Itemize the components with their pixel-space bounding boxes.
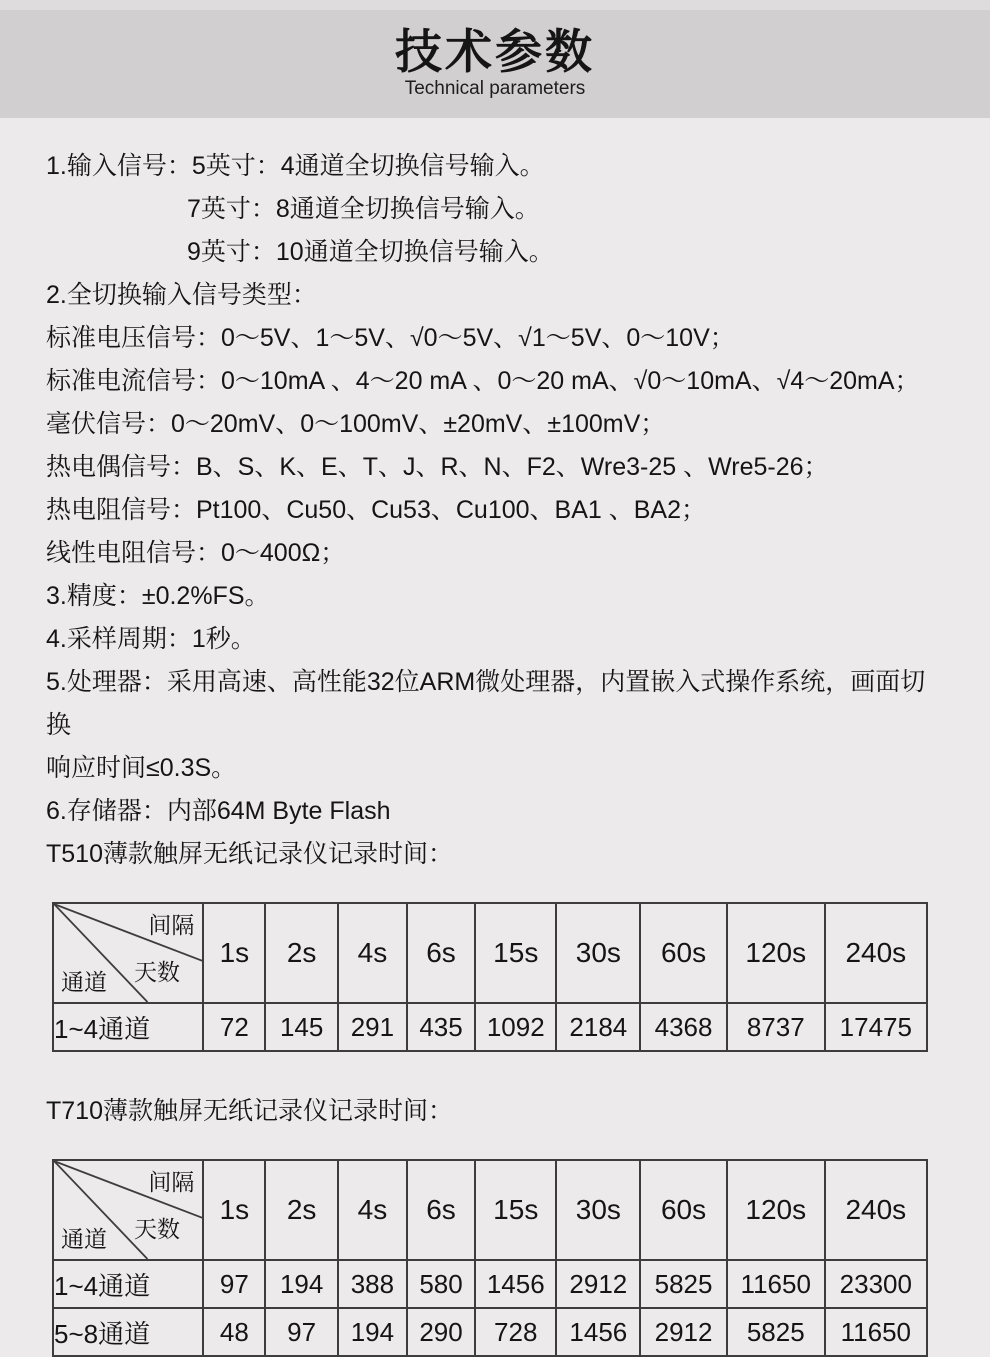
content [0, 118, 990, 1357]
value-cell: 580 [407, 1260, 475, 1308]
value-cell: 17475 [825, 1003, 927, 1051]
spec-line-millivolt: 毫伏信号：0～20mV、0～100mV、±20mV、±100mV； [46, 410, 666, 438]
row-label: 1~4通道 [53, 1260, 203, 1308]
column-header: 240s [825, 903, 927, 1003]
spec-line-input-signal: 1.输入信号：5英寸：4通道全切换信号输入。 [46, 152, 545, 180]
t510-section [46, 833, 946, 1052]
value-cell: 728 [475, 1308, 556, 1356]
t710-record-time-table [52, 1159, 928, 1357]
row-label: 1~4通道 [53, 1003, 203, 1051]
top-strip [0, 0, 990, 10]
t710-table-caption: T710薄款触屏无纸记录仪记录时间： [46, 1097, 453, 1125]
spec-line-signal-types: 2.全切换输入信号类型： [46, 281, 317, 309]
table-corner-cell [53, 903, 203, 1003]
column-header: 6s [407, 1160, 475, 1260]
t710-section [46, 1090, 946, 1357]
value-cell: 8737 [727, 1003, 825, 1051]
column-header: 15s [475, 1160, 556, 1260]
corner-label-days: 天数 [134, 1216, 180, 1242]
value-cell: 23300 [825, 1260, 927, 1308]
table-row [53, 1260, 927, 1308]
spec-line-linear-resistance: 线性电阻信号：0～400Ω； [46, 539, 346, 567]
column-header: 30s [556, 903, 640, 1003]
spec-line-rtd: 热电阻信号：Pt100、Cu50、Cu53、Cu100、BA1 、BA2； [46, 496, 706, 524]
column-header: 2s [265, 903, 338, 1003]
value-cell: 1092 [475, 1003, 556, 1051]
title-banner [0, 10, 990, 118]
spec-line-response-time: 响应时间≤0.3S。 [46, 754, 237, 782]
value-cell: 72 [203, 1003, 265, 1051]
spec-line-processor: 5.处理器：采用高速、高性能32位ARM微处理器，内置嵌入式操作系统，画面切换 [46, 668, 926, 739]
value-cell: 48 [203, 1308, 265, 1356]
value-cell: 291 [338, 1003, 407, 1051]
column-header: 15s [475, 903, 556, 1003]
value-cell: 194 [265, 1260, 338, 1308]
corner-label-interval: 间隔 [148, 1169, 195, 1195]
spec-line-7inch: 7英寸：8通道全切换信号输入。 [187, 195, 540, 223]
value-cell: 4368 [640, 1003, 727, 1051]
table-corner-cell [53, 1160, 203, 1260]
column-header: 4s [338, 1160, 407, 1260]
column-header: 240s [825, 1160, 927, 1260]
value-cell: 290 [407, 1308, 475, 1356]
corner-label-interval: 间隔 [148, 912, 195, 938]
spec-line-storage: 6.存储器：内部64M Byte Flash [46, 797, 391, 825]
column-header: 6s [407, 903, 475, 1003]
column-header: 1s [203, 1160, 265, 1260]
column-header: 120s [727, 1160, 825, 1260]
value-cell: 1456 [475, 1260, 556, 1308]
row-label: 5~8通道 [53, 1308, 203, 1356]
page-subtitle: Technical parameters [404, 78, 586, 99]
value-cell: 2184 [556, 1003, 640, 1051]
value-cell: 97 [265, 1308, 338, 1356]
value-cell: 97 [203, 1260, 265, 1308]
value-cell: 5825 [640, 1260, 727, 1308]
column-header: 2s [265, 1160, 338, 1260]
column-header: 60s [640, 903, 727, 1003]
value-cell: 388 [338, 1260, 407, 1308]
value-cell: 11650 [825, 1308, 927, 1356]
value-cell: 435 [407, 1003, 475, 1051]
corner-label-channel: 通道 [61, 1226, 107, 1252]
column-header: 60s [640, 1160, 727, 1260]
value-cell: 1456 [556, 1308, 640, 1356]
spec-line-sampling: 4.采样周期：1秒。 [46, 625, 256, 653]
table-header-row [53, 1160, 927, 1260]
spec-list [46, 145, 946, 833]
table-row [53, 1003, 927, 1051]
spec-line-current: 标准电流信号：0～10mA 、4～20 mA 、0～20 mA、√0～10mA、√4～20mA； [46, 367, 920, 395]
page-title: 技术参数 [395, 25, 595, 78]
corner-label-channel: 通道 [61, 969, 107, 995]
value-cell: 145 [265, 1003, 338, 1051]
table-header-row [53, 903, 927, 1003]
t510-table-caption: T510薄款触屏无纸记录仪记录时间： [46, 840, 453, 868]
spec-line-thermocouple: 热电偶信号：B、S、K、E、T、J、R、N、F2、Wre3-25 、Wre5-26； [46, 453, 829, 481]
value-cell: 5825 [727, 1308, 825, 1356]
table-row [53, 1308, 927, 1356]
spec-line-accuracy: 3.精度：±0.2%FS。 [46, 582, 270, 610]
column-header: 1s [203, 903, 265, 1003]
column-header: 4s [338, 903, 407, 1003]
value-cell: 2912 [556, 1260, 640, 1308]
spec-line-9inch: 9英寸：10通道全切换信号输入。 [187, 238, 554, 266]
corner-label-days: 天数 [134, 959, 180, 985]
value-cell: 2912 [640, 1308, 727, 1356]
column-header: 30s [556, 1160, 640, 1260]
t510-record-time-table [52, 902, 928, 1052]
spec-line-voltage: 标准电压信号：0～5V、1～5V、√0～5V、√1～5V、0～10V； [46, 324, 735, 352]
value-cell: 11650 [727, 1260, 825, 1308]
value-cell: 194 [338, 1308, 407, 1356]
column-header: 120s [727, 903, 825, 1003]
